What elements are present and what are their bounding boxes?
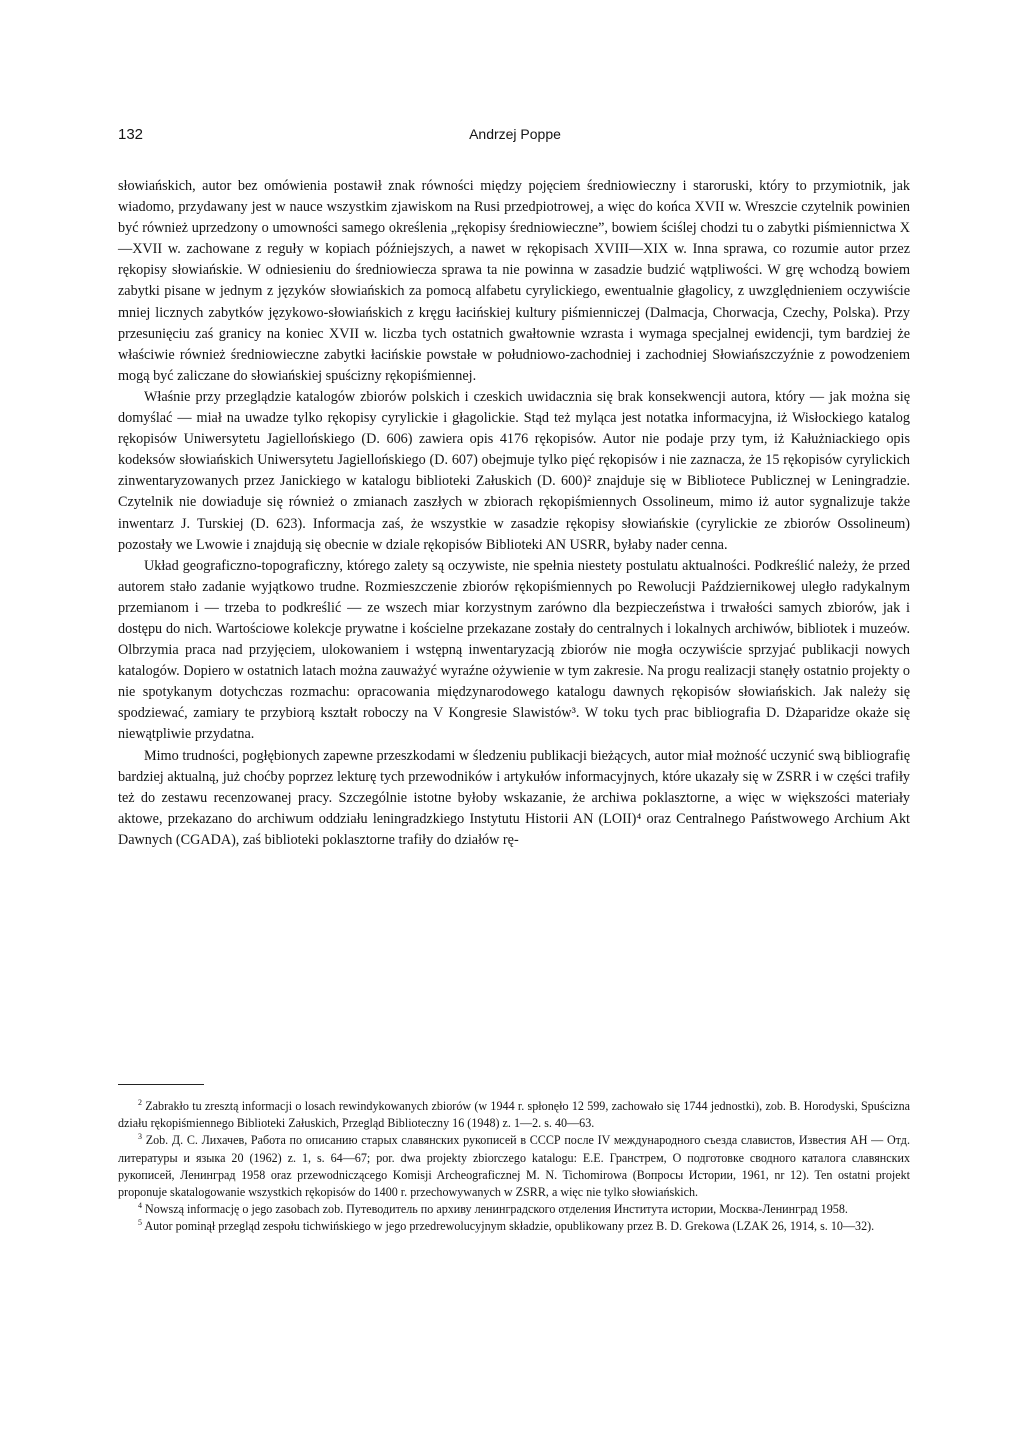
paragraph: słowiańskich, autor bez omówienia postawił znak równości między pojęciem średniowieczny i staroruski, który to przymiotnik, jak wiadomo, przydawany jest w nauce wszystkim zjawiskom na Rusi przedpiotrowej, a więc do końca XVII w. Wreszcie czytelnik powinien być również uprzedzony o umowności samego określenia „rękopisy średniowieczne”, bowiem ściślej chodzi tu o zabytki piśmiennictwa X—XVII w. zachowane z reguły w kopiach późniejszych, a nawet w rękopisach XVIII—XIX w. Inna sprawa, co rozumie autor przez rękopisy słowiańskie. W odniesieniu do średniowiecza sprawa ta nie powinna w zasadzie budzić wątpliwości. W grę wchodzą bowiem zabytki pisane w jednym z języków słowiańskich za pomocą alfabetu cyrylickiego, ewentualnie głagolicy, z uwzględnieniem oczywiście mniej licznych zabytków językowo-słowiańskich z kręgu łacińskiej kultury piśmienniczej (Dalmacja, Chorwacja, Czechy, Polska). Przy przesunięciu zaś granicy na koniec XVII w. liczba tych ostatnich gwałtownie wzrasta i wymaga specjalnej ewidencji, tym bardziej że właściwie również średniowieczne zabytki łacińskie powstałe w południowo-zachodniej i zachodniej Słowiańszczyźnie z powodzeniem mogą być zaliczane do słowiańskiej spuścizny rękopiśmiennej. (118, 178, 910, 384)
footnote-separator (118, 1084, 204, 1085)
footnote-mark: 5 (138, 1218, 142, 1228)
paragraph: Właśnie przy przeglądzie katalogów zbiorów polskich i czeskich uwidacznia się brak konsekwencji autora, który — jak można się domyślać — miał na uwadze tylko rękopisy cyrylickie i głagolickie. Stąd też myląca jest notatka informacyjna, iż Wisłockiego katalog rękopisów Uniwersytetu Jagiellońskiego (D. 606) zawiera opis 4176 rękopisów. Autor nie podaje przy tym, iż Kałużniackiego opis kodeksów słowiańskich Uniwersytetu Jagiellońskiego (D. 607) obejmuje tylko pięć rękopisów i nie zaznacza, że 15 rękopisów cyrylickich zinwentaryzowanych przez Janickiego w katalogu biblioteki Załuskich (D. 600)² znajduje się w Bibliotece Publicznej w Leningradzie. Czytelnik nie dowiaduje się również o zmianach zaszłych w zbiorach rękopiśmiennych Ossolineum, mimo iż autor sygnalizuje także inwentarz J. Turskiej (D. 623). Informacja zaś, że wszystkie w zasadzie rękopisy słowiańskie (cyrylickie ze zbiorów Ossolineum) pozostały we Lwowie i znajdują się obecnie w dziale rękopisów Biblioteki AN USRR, byłaby nader cenna. (118, 388, 910, 553)
running-head (118, 126, 912, 146)
footnote (118, 1201, 910, 1218)
main-text (118, 176, 910, 851)
paragraph: Układ geograficzno-topograficzny, którego zalety są oczywiste, nie spełnia niestety postulatu aktualności. Podkreślić należy, że przed autorem stało zadanie wyjątkowo trudne. Rozmieszczenie zbiorów rękopiśmiennych po Rewolucji Październikowej uległo radykalnym przemianom i — trzeba to podkreślić — ze wszech miar korzystnym zarówno dla bezpieczeństwa i trwałości samych zbiorów, jak i dostępu do nich. Wartościowe kolekcje prywatne i kościelne przekazane zostały do centralnych i lokalnych archiwów, bibliotek i muzeów. Olbrzymia praca nad przyjęciem, ulokowaniem i wstępną inwentaryzacją zbiorów nie mogła oczywiście sprzyjać publikacji nowych katalogów. Dopiero w ostatnich latach można zauważyć wyraźne ożywienie w tym zakresie. Na progu realizacji stanęły ostatnio projekty o nie spotykanym dotychczas rozmachu: opracowania międzynarodowego katalogu dawnych rękopisów słowiańskich. Jak należy się spodziewać, zamiary te przybiorą kształt roboczy na V Kongresie Slawistów³. W toku tych prac bibliografia D. Dżaparidze okaże się niewątpliwie przydatna. (118, 557, 910, 743)
footnote-mark: 4 (138, 1201, 142, 1211)
footnote-text: Nowszą informację o jego zasobach zob. Путеводитель по архиву ленинградского отделения Института истории, Москва-Ленинград 1958. (145, 1202, 848, 1217)
footnote-text: Zabrakło tu zresztą informacji o losach rewindykowanych zbiorów (w 1944 r. spłonęło 12 599, zachowało się 1744 jednostki), zob. B. Horodyski, Spuścizna działu rękopiśmiennego Biblioteki Załuskich, Przegląd Biblioteczny 16 (1948) z. 1—2. s. 40—63. (118, 1099, 910, 1131)
running-title: Andrzej Poppe (469, 126, 561, 142)
footnote (118, 1098, 910, 1132)
paragraph: Mimo trudności, pogłębionych zapewne przeszkodami w śledzeniu publikacji bieżących, autor miał możność uczynić swą bibliografię bardziej aktualną, już choćby poprzez lekturę tych przewodników i artykułów informacyjnych, które ukazały się w ZSRR i w części trafiły też do zestawu recenzowanej pracy. Szczególnie istotne byłoby wskazanie, że archiwa poklasztorne, a więc w większości materiały aktowe, przekazano do archiwum oddziału leningradzkiego Instytutu Historii AN (LOII)⁴ oraz Centralnego Państwowego Archium Akt Dawnych (CGADA), zaś biblioteki poklasztorne trafiły do działów rę- (118, 747, 910, 848)
footnote (118, 1218, 910, 1235)
footnotes (118, 1098, 910, 1236)
page-number: 132 (118, 126, 144, 143)
footnote-mark: 2 (138, 1097, 142, 1107)
footnote-mark: 3 (138, 1132, 142, 1142)
footnote-text: Zob. Д. С. Лихачев, Работа по описанию старых славянских рукописей в СССР после IV международного съезда славистов, Известия АН — Отд. литературы и языка 20 (1962) z. 1, s. 64—67; por. dwa projekty zbiorczego katalogu: E.E. Гранстрем, О подготовке сводного каталога славянских рукописей, Ленинград 1958 oraz przewodniczącego Komisji Archeograficznej M. N. Tichomirowa (Вопросы Истории, 1961, nr 12). Ten ostatni projekt proponuje skatalogowanie wszystkich rękopisów do 1400 r. przechowywanych w ZSRR, a więc nie tylko słowiańskich. (118, 1133, 910, 1200)
footnote (118, 1132, 910, 1201)
footnote-text: Autor pominął przegląd zespołu tichwińskiego w jego przedrewolucyjnym składzie, opublikowany przez B. D. Grekowa (LZAK 26, 1914, s. 10—32). (144, 1219, 875, 1234)
